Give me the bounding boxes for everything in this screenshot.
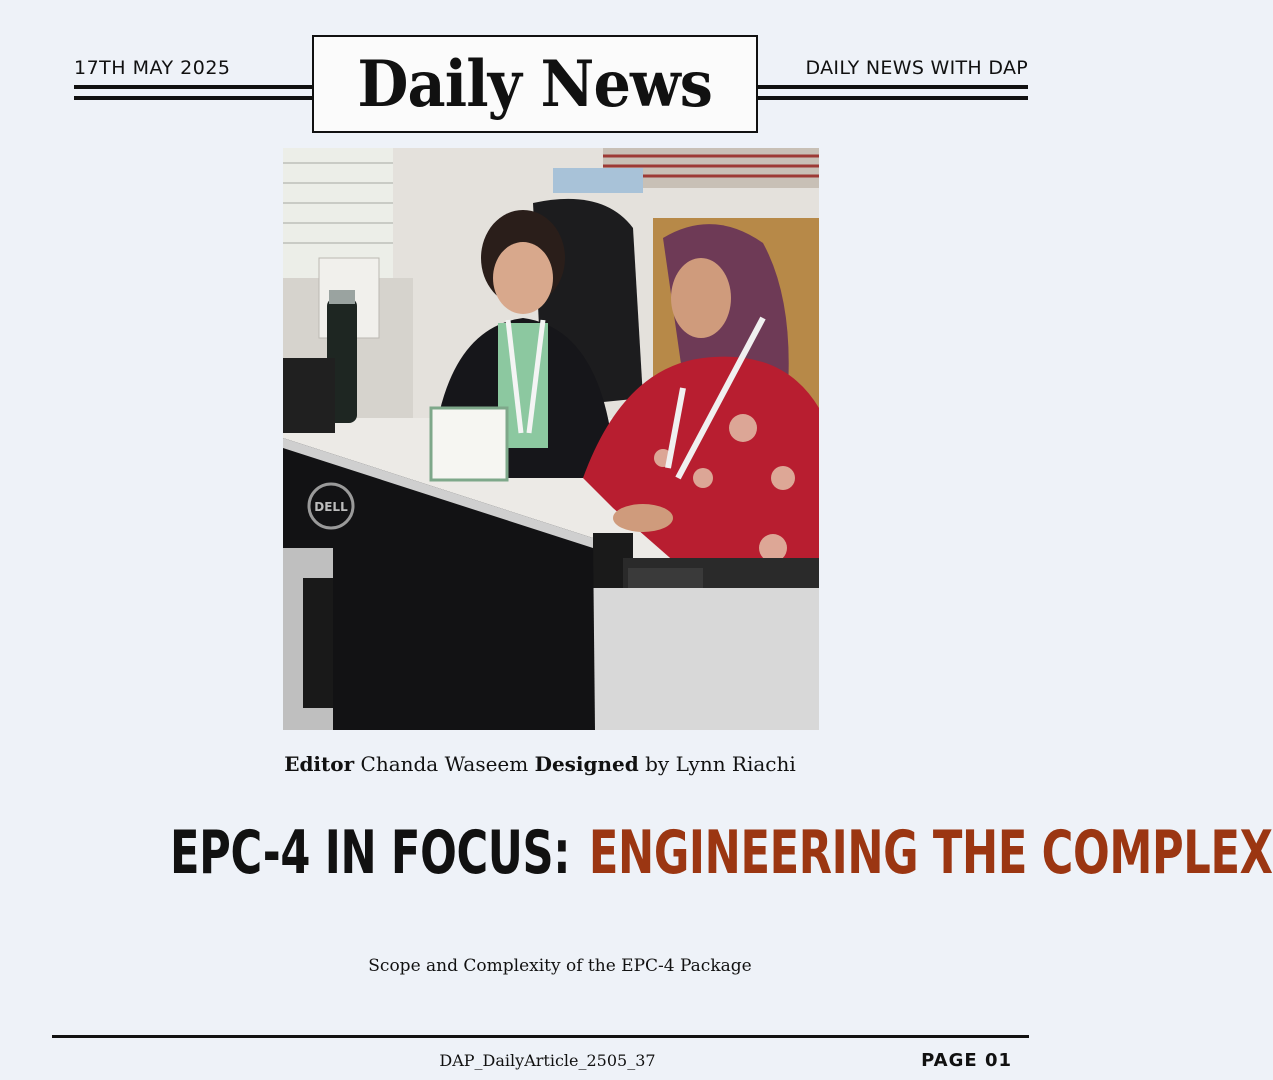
headline-part1: EPC-4 IN FOCUS:: [170, 818, 571, 888]
page-number: PAGE 01: [921, 1050, 1012, 1071]
masthead-title: Daily News: [357, 46, 713, 122]
feature-photo: [283, 148, 819, 730]
masthead: [312, 35, 758, 133]
footer-rule: [52, 1035, 1029, 1038]
credits-line: [0, 752, 1080, 776]
issue-date: 17TH MAY 2025: [74, 57, 231, 79]
editor-name: Chanda Waseem: [360, 752, 529, 776]
editor-label: Editor: [284, 752, 355, 776]
designer-name: by Lynn Riachi: [645, 752, 796, 776]
headline: [170, 818, 1273, 888]
header-rule-left-top: [74, 85, 314, 89]
monitor-brand-logo: DELL: [314, 500, 348, 514]
designer-label: Designed: [534, 752, 639, 776]
header-rule-right-bottom: [756, 96, 1028, 100]
subheadline: Scope and Complexity of the EPC-4 Package: [368, 956, 752, 976]
headline-part2: ENGINEERING THE COMPLEX: [588, 818, 1273, 888]
header-rule-left-bottom: [74, 96, 314, 100]
article-code: DAP_DailyArticle_2505_37: [439, 1051, 656, 1070]
header-rule-right-top: [756, 85, 1028, 89]
tagline: DAILY NEWS WITH DAP: [805, 57, 1028, 79]
